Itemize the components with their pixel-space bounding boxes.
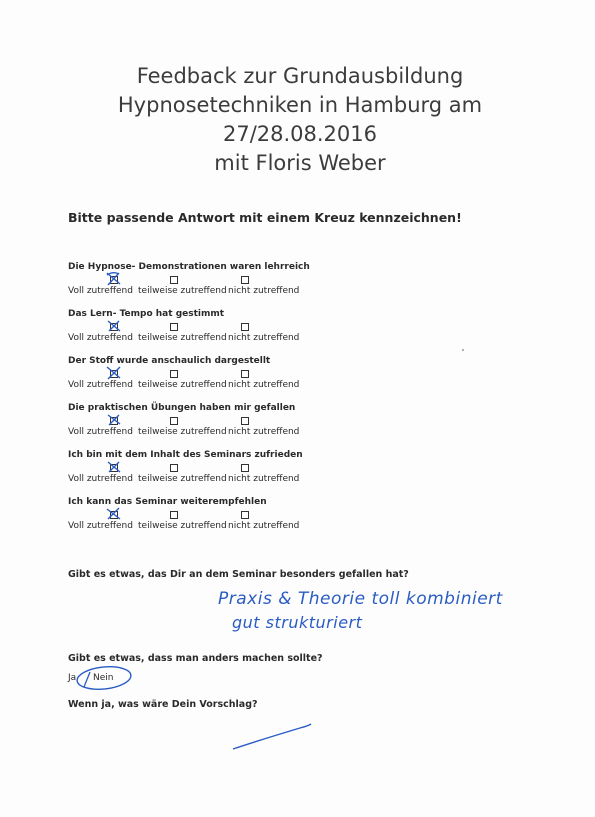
option-label: Voll zutreffend <box>68 474 133 484</box>
checkbox[interactable] <box>170 511 178 519</box>
option-nicht-zutreffend[interactable] <box>228 464 318 490</box>
option-teilweise-zutreffend[interactable] <box>138 417 228 443</box>
change-question: Gibt es etwas, dass man anders machen sollte? <box>68 653 323 664</box>
checkbox[interactable] <box>170 276 178 284</box>
question-1 <box>68 262 468 306</box>
option-label: teilweise zutreffend <box>138 474 227 484</box>
liked-answer-line-2[interactable]: gut strukturiert <box>232 613 363 632</box>
question-label: Der Stoff wurde anschaulich dargestellt <box>68 356 271 366</box>
option-label: Voll zutreffend <box>68 427 133 437</box>
option-teilweise-zutreffend[interactable] <box>138 323 228 349</box>
option-teilweise-zutreffend[interactable] <box>138 464 228 490</box>
title-line-1: Feedback zur Grundausbildung <box>136 64 464 88</box>
question-3 <box>68 356 468 400</box>
option-nicht-zutreffend[interactable] <box>228 276 318 302</box>
option-label: teilweise zutreffend <box>138 427 227 437</box>
checkbox[interactable] <box>170 370 178 378</box>
option-label: nicht zutreffend <box>228 333 300 343</box>
option-label: Voll zutreffend <box>68 521 133 531</box>
checked-cross-mark <box>105 460 123 474</box>
option-label: teilweise zutreffend <box>138 521 227 531</box>
instruction-text: Bitte passende Antwort mit einem Kreuz kennzeichnen! <box>68 210 462 225</box>
question-label: Die praktischen Übungen haben mir gefallen <box>68 403 296 413</box>
checkbox[interactable] <box>241 370 249 378</box>
checked-cross-mark <box>105 319 123 333</box>
checkbox[interactable] <box>241 464 249 472</box>
checked-cross-mark <box>105 366 123 380</box>
form-title <box>60 62 540 178</box>
option-nicht-zutreffend[interactable] <box>228 511 318 537</box>
yes-option[interactable]: Ja <box>68 673 77 683</box>
checkbox[interactable] <box>170 323 178 331</box>
option-label: teilweise zutreffend <box>138 286 227 296</box>
checkbox[interactable] <box>170 464 178 472</box>
option-label: teilweise zutreffend <box>138 380 227 390</box>
question-2 <box>68 309 468 353</box>
option-teilweise-zutreffend[interactable] <box>138 276 228 302</box>
option-teilweise-zutreffend[interactable] <box>138 370 228 396</box>
question-label: Ich kann das Seminar weiterempfehlen <box>68 497 267 507</box>
option-label: Voll zutreffend <box>68 286 133 296</box>
option-label: nicht zutreffend <box>228 427 300 437</box>
question-label: Ich bin mit dem Inhalt des Seminars zufrieden <box>68 450 303 460</box>
option-label: nicht zutreffend <box>228 521 300 531</box>
question-label: Die Hypnose- Demonstrationen waren lehrreich <box>68 262 310 272</box>
suggestion-question: Wenn ja, was wäre Dein Vorschlag? <box>68 699 258 710</box>
option-label: nicht zutreffend <box>228 286 300 296</box>
title-line-3: 27/28.08.2016 <box>222 122 378 146</box>
checkbox[interactable] <box>241 276 249 284</box>
liked-question: Gibt es etwas, das Dir an dem Seminar besonders gefallen hat? <box>68 569 409 580</box>
question-5 <box>68 450 468 494</box>
checkbox[interactable] <box>241 417 249 425</box>
liked-answer-line-1[interactable]: Praxis & Theorie toll kombiniert <box>218 589 503 609</box>
option-nicht-zutreffend[interactable] <box>228 370 318 396</box>
checkbox[interactable] <box>241 511 249 519</box>
checked-cross-mark <box>105 413 123 427</box>
option-label: teilweise zutreffend <box>138 333 227 343</box>
option-label: Voll zutreffend <box>68 380 133 390</box>
title-line-4: mit Floris Weber <box>214 151 386 175</box>
option-label: Voll zutreffend <box>68 333 133 343</box>
option-teilweise-zutreffend[interactable] <box>138 511 228 537</box>
checkbox[interactable] <box>241 323 249 331</box>
question-label: Das Lern- Tempo hat gestimmt <box>68 309 225 319</box>
yes-no-separator-stroke <box>84 672 90 687</box>
title-line-2: Hypnosetechniken in Hamburg am <box>117 93 483 117</box>
no-option[interactable]: Nein <box>93 673 114 683</box>
question-4 <box>68 403 468 447</box>
option-label: nicht zutreffend <box>228 474 300 484</box>
option-nicht-zutreffend[interactable] <box>228 323 318 349</box>
checkbox[interactable] <box>170 417 178 425</box>
suggestion-dash-stroke <box>233 724 311 749</box>
checked-cross-mark <box>105 272 123 286</box>
option-label: nicht zutreffend <box>228 380 300 390</box>
option-nicht-zutreffend[interactable] <box>228 417 318 443</box>
question-6 <box>68 497 468 541</box>
checked-cross-mark <box>105 507 123 521</box>
